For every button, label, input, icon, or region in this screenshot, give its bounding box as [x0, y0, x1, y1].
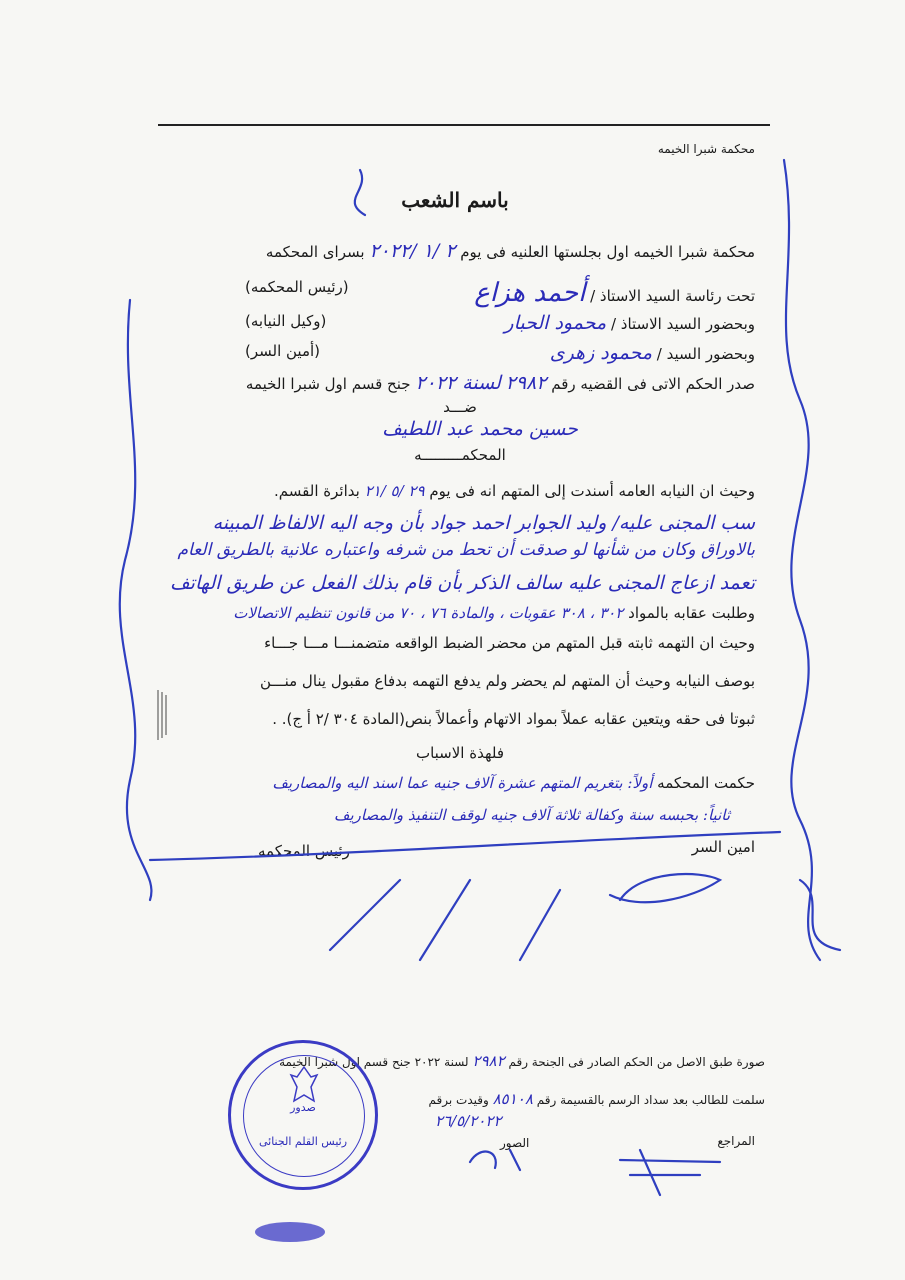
reviewer-label: المراجع — [717, 1134, 755, 1148]
reasons-heading: فلهذة الاسباب — [415, 744, 505, 762]
facts-end: بدائرة القسم. — [274, 482, 360, 500]
judge-signature — [610, 874, 720, 902]
eagle-emblem-icon — [289, 1065, 319, 1105]
facts-para-2: وحيث ان التهمه ثابته قبل المتهم من محضر الضبط الواقعه متضمنـــا مـــا جـــاء — [264, 634, 755, 652]
case-line — [246, 372, 755, 394]
copy-line-2-text: سلمت للطالب بعد سداد الرسم بالقسيمة رقم — [536, 1093, 765, 1107]
court-stamp — [228, 1040, 378, 1190]
bottom-ink-blot — [255, 1222, 325, 1242]
verdict-underline — [150, 832, 780, 860]
judge-name-hw: أحمد هزاع — [474, 278, 586, 308]
basmala-text: باسم الشعب — [401, 188, 509, 212]
top-squiggle — [355, 170, 365, 215]
charge-hw-3: تعمد ازعاج المجنى عليه سالف الذكر بأن قام بذلك الفعل عن طريق الهاتف — [170, 572, 755, 594]
secretary-role: (أمين السر) — [245, 342, 321, 360]
basmala-title — [380, 188, 530, 212]
top-rule — [158, 124, 770, 126]
copy-line-2 — [429, 1090, 765, 1108]
case-year-hw: لسنة ٢٠٢٢ — [415, 372, 501, 394]
facts-para-4: ثبوتا فى حقه ويتعين عقابه عملاً بمواد الاتهام وأعمالاً بنص(المادة ٣٠٤ /٢ أ ج). . — [272, 710, 755, 728]
verdict-label: حكمت المحكمه — [657, 774, 755, 792]
cross-line-3 — [520, 890, 560, 960]
presidency-label: تحت رئاسة السيد الاستاذ / — [590, 287, 755, 305]
penalty-line — [233, 604, 755, 622]
prosecution-role: (وكيل النيابه) — [245, 312, 327, 330]
facts-para-3: بوصف النيابه وحيث أن المتهم لم يحضر ولم يدفع التهمه بدفاع مقبول ينال منـــن — [260, 672, 755, 690]
against-label: ضـــد — [443, 398, 477, 416]
facts-intro: وحيث ان النيابه العامه أسندت إلى المتهم انه فى يوم — [429, 482, 755, 500]
secretary-signature-label: امين السر — [691, 838, 755, 856]
copy-case-hw: ٢٩٨٢ — [472, 1052, 505, 1070]
reviewer-signature — [620, 1150, 720, 1195]
registration-date-hw: ٢٦/٥/٢٠٢٢ — [435, 1112, 502, 1130]
issuer-label: الصور — [500, 1136, 530, 1150]
charge-hw-1: سب المجنى عليه/ وليد الجوابر احمد جواد بأن وجه اليه الالفاظ المبينه — [212, 512, 755, 534]
secretary-line — [550, 342, 755, 364]
cross-line-2 — [420, 880, 470, 960]
cross-line-1 — [330, 880, 400, 950]
session-line — [266, 240, 755, 262]
court-heading: المحكمـــــــــه — [414, 446, 506, 464]
stamp-text: رئيس القلم الجنائى — [258, 1135, 348, 1148]
case-prefix: صدر الحكم الاتى فى القضيه رقم — [551, 375, 755, 393]
presidency-role: (رئيس المحكمه) — [245, 278, 349, 296]
verdict-line — [272, 774, 755, 792]
court-name-header: محكمة شبرا الخيمه — [657, 142, 755, 156]
secretary-label: وبحضور السيد / — [656, 345, 755, 363]
prosecution-line — [504, 312, 755, 334]
penalty-label: وطلبت عقابه بالمواد — [628, 604, 755, 622]
bottom-right-scribble — [800, 880, 840, 950]
left-margin-scribble — [120, 300, 152, 900]
session-intro: محكمة شبرا الخيمه اول بجلستها العلنيه فى يوم — [460, 243, 755, 261]
stamp-caption: صدور — [290, 1101, 316, 1114]
prosecution-label: وبحضور السيد الاستاذ / — [610, 315, 755, 333]
receipt-number-hw: ٨٥١٠٨ — [492, 1090, 533, 1108]
judge-signature-label: رئيس المحكمه — [258, 842, 350, 860]
copy-line-1b-text: لسنة ٢٠٢٢ جنح قسم اول شبرا الخيمة — [279, 1055, 469, 1069]
issuer-signature — [470, 1150, 520, 1170]
verdict-hw-1: أولاً: بتغريم المتهم عشرة آلاف جنيه عما اسند اليه والمصاريف — [272, 774, 653, 792]
case-suffix: جنح قسم اول شبرا الخيمه — [245, 375, 411, 393]
right-margin-scribble — [784, 160, 820, 960]
case-number-hw: ٢٩٨٢ — [505, 372, 547, 394]
offense-date-hw: ٢٩ /٥ /٢١ — [364, 482, 425, 500]
copy-line-1-text: صورة طبق الاصل من الحكم الصادر فى الجنحة رقم — [508, 1055, 765, 1069]
facts-line-1 — [274, 482, 755, 500]
prosecutor-name-hw: محمود الحبار — [504, 312, 607, 334]
defendant-name-hw: حسين محمد عبد اللطيف — [382, 418, 578, 440]
charge-hw-2: بالاوراق وكان من شأنها لو صدقت أن تحط من شرفه واعتباره علانية بالطريق العام — [177, 540, 755, 560]
session-suffix: بسراى المحكمه — [265, 243, 365, 261]
secretary-name-hw: محمود زهرى — [549, 342, 652, 364]
verdict-hw-2: ثانياً: بحبسه سنة وكفالة ثلاثة آلاف جنيه لوقف التنفيذ والمصاريف — [333, 806, 730, 824]
copy-line-2b-text: وقيدت برقم — [428, 1093, 489, 1107]
session-date-hw: ٢ /١ /٢٠٢٢ — [369, 240, 456, 262]
presidency-line — [474, 278, 755, 308]
penalty-articles-hw: ٣٠٢ ، ٣٠٨ عقوبات ، والمادة ٧٦ ، ٧٠ من قانون تنظيم الاتصالات — [233, 604, 624, 622]
scan-noise-strip — [158, 690, 166, 740]
